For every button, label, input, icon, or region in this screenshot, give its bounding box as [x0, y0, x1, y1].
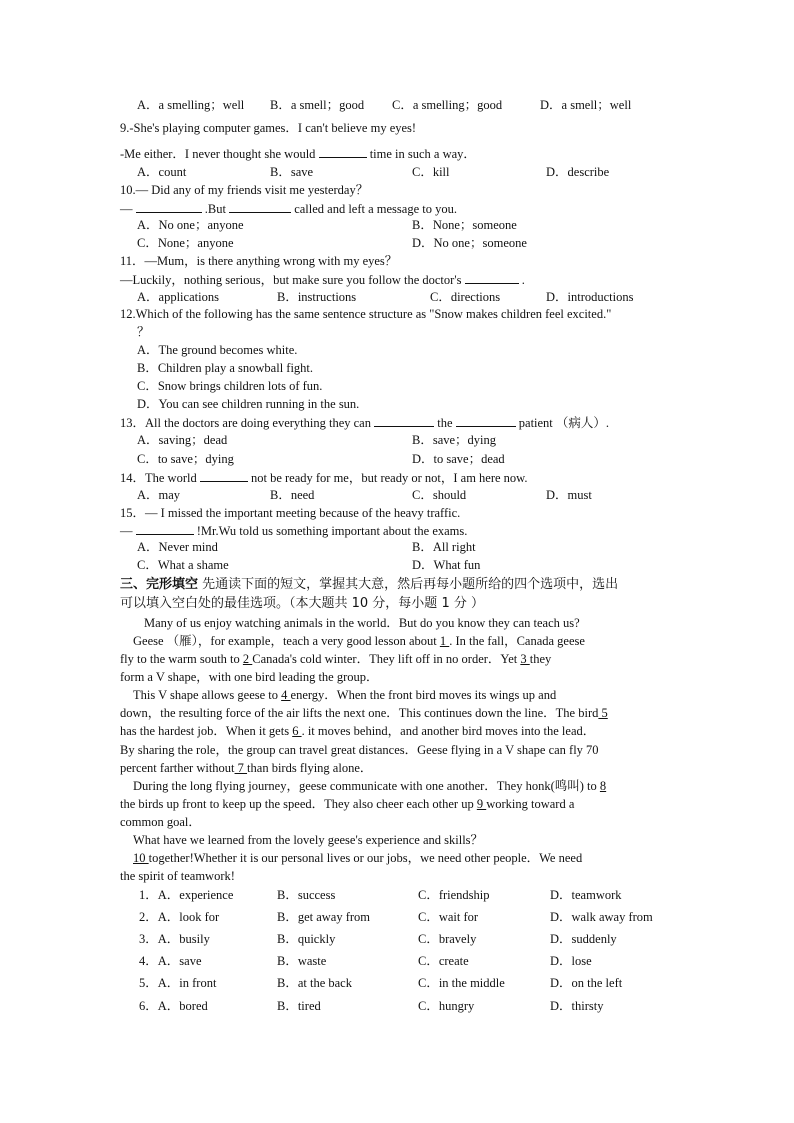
cloze-3-option-a: 3．A．busily — [139, 932, 210, 946]
q9-question: 9.-She's playing computer games．I can't believe my eyes! — [120, 121, 417, 135]
q13-option-d: D．to save；dead — [412, 452, 505, 466]
q15-option-b: B．All right — [412, 540, 476, 554]
q14-blank — [200, 469, 248, 482]
q15-option-c: C．What a shame — [137, 558, 229, 572]
cloze-2-option-c: C．wait for — [418, 910, 479, 924]
cloze-blank-2: 2 — [242, 652, 253, 666]
q15-blank — [136, 522, 194, 535]
cloze-6-option-d: D．thirsty — [550, 999, 604, 1013]
cloze-5-option-d: D．on the left — [550, 976, 623, 990]
q10-text-b: .But — [204, 202, 226, 216]
cloze-blank-6: 6 — [292, 724, 302, 738]
q11-option-b: B．instructions — [277, 290, 357, 304]
q13-option-b: B．save；dying — [412, 433, 497, 447]
cloze-1-option-d: D．teamwork — [550, 888, 622, 902]
q14-question — [120, 469, 528, 486]
passage-line: What have we learned from the lovely geese's experience and skills？ — [133, 833, 484, 847]
cloze-3-option-c: C．bravely — [418, 932, 477, 946]
q13-blank-1 — [374, 414, 434, 427]
q14-option-c: C．should — [412, 488, 467, 502]
cloze-5-option-b: B．at the back — [277, 976, 352, 990]
passage-line: Many of us enjoy watching animals in the world．But do you know they can teach us? — [144, 616, 580, 630]
passage-line: percent farther without 7 than birds flying alone． — [120, 761, 373, 775]
cloze-2-option-a: 2．A．look for — [139, 910, 220, 924]
cloze-4-option-c: C．create — [418, 954, 469, 968]
q13-text-a: 13．All the doctors are doing everything they can — [120, 416, 371, 430]
q11-option-a: A．applications — [137, 290, 219, 304]
cloze-blank-5: 5 — [598, 706, 608, 720]
q14-text-b: not be ready for me，but ready or not，I am here now. — [250, 471, 528, 485]
q12-option-a: A．The ground becomes white. — [137, 343, 298, 357]
passage-line: Geese （雁），for example，teach a very good lesson about 1 . In the fall，Canada geese — [133, 634, 585, 648]
q10-text-a: — — [120, 202, 133, 216]
q14-option-d: D．must — [546, 488, 592, 502]
q8-option-d: D．a smell；well — [540, 98, 632, 112]
q11-text-a: —Luckily，nothing serious，but make sure you follow the doctor's — [120, 273, 462, 287]
q11-response — [120, 271, 525, 288]
q11-option-d: D．introductions — [546, 290, 634, 304]
q10-text-c: called and left a message to you. — [294, 202, 457, 216]
cloze-2-option-b: B．get away from — [277, 910, 371, 924]
cloze-1-option-c: C．friendship — [418, 888, 490, 902]
q15-text-a: — — [120, 524, 133, 538]
passage-line: common goal． — [120, 815, 201, 829]
cloze-2-option-d: D．walk away from — [550, 910, 653, 924]
q9-text-b: time in such a way． — [369, 147, 476, 161]
passage-line: By sharing the role，the group can travel great distances．Geese flying in a V shape can fly 70 — [120, 743, 599, 757]
q14-option-b: B．need — [270, 488, 315, 502]
passage-line: 10 together!Whether it is our personal lives or our jobs，we need other people．We need — [133, 851, 583, 865]
q13-question — [120, 414, 609, 431]
cloze-blank-7: 7 — [234, 761, 248, 775]
cloze-blank-4: 4 — [281, 688, 291, 702]
cloze-3-option-b: B．quickly — [277, 932, 336, 946]
q8-option-b: B．a smell；good — [270, 98, 365, 112]
q9-option-a: A．count — [137, 165, 187, 179]
q9-text-a: -Me either．I never thought she would — [120, 147, 316, 161]
q15-option-d: D．What fun — [412, 558, 481, 572]
passage-line: During the long flying journey，geese communicate with one another．They honk(鸣叫) to 8 — [133, 779, 607, 793]
q12-question-mark: ？ — [137, 325, 150, 339]
q12-question: 12.Which of the following has the same sentence structure as "Snow makes children feel excited." — [120, 307, 612, 321]
q15-question: 15．— I missed the important meeting because of the heavy traffic. — [120, 506, 461, 520]
q15-option-a: A．Never mind — [137, 540, 218, 554]
q9-response — [120, 145, 476, 162]
q10-option-b: B．None；someone — [412, 218, 517, 232]
cloze-blank-10: 10 — [133, 851, 149, 865]
cloze-blank-3: 3 — [520, 652, 530, 666]
q15-response — [120, 522, 467, 539]
section-3-instructions: 先通读下面的短文，掌握其大意，然后再每小题所给的四个选项中，选出 — [202, 577, 619, 592]
cloze-4-option-b: B．waste — [277, 954, 327, 968]
q10-blank-2 — [229, 200, 291, 213]
q9-option-b: B．save — [270, 165, 314, 179]
q10-option-c: C．None；anyone — [137, 236, 234, 250]
cloze-6-option-c: C．hungry — [418, 999, 475, 1013]
passage-line: the spirit of teamwork! — [120, 869, 235, 883]
q13-text-c: patient （病人）. — [518, 416, 610, 430]
q11-option-c: C．directions — [430, 290, 501, 304]
passage-line: the birds up front to keep up the speed．They also cheer each other up 9 working toward a — [120, 797, 575, 811]
q15-text-b: !Mr.Wu told us something important about the exams. — [196, 524, 468, 538]
q9-option-c: C．kill — [412, 165, 450, 179]
passage-line: has the hardest job．When it gets 6 . it moves behind，and another bird moves into the lead． — [120, 724, 596, 738]
q13-option-c: C．to save；dying — [137, 452, 234, 466]
cloze-4-option-a: 4．A．save — [139, 954, 202, 968]
q8-option-c: C．a smelling；good — [392, 98, 503, 112]
cloze-6-option-b: B．tired — [277, 999, 321, 1013]
q10-blank-1 — [136, 200, 202, 213]
cloze-4-option-d: D．lose — [550, 954, 592, 968]
q14-option-a: A．may — [137, 488, 181, 502]
q13-option-a: A．saving；dead — [137, 433, 228, 447]
passage-line: form a V shape，with one bird leading the group． — [120, 670, 379, 684]
q13-blank-2 — [456, 414, 516, 427]
cloze-1-option-a: 1．A．experience — [139, 888, 234, 902]
q12-option-c: C．Snow brings children lots of fun. — [137, 379, 323, 393]
cloze-5-option-a: 5．A．in front — [139, 976, 217, 990]
q13-text-b: the — [437, 416, 453, 430]
q10-response — [120, 200, 457, 217]
q12-option-b: B．Children play a snowball fight. — [137, 361, 314, 375]
q8-option-a: A．a smelling；well — [137, 98, 245, 112]
passage-line: down，the resulting force of the air lifts the next one．This continues down the line．The bird 5 — [120, 706, 608, 720]
cloze-blank-9: 9 — [476, 797, 487, 811]
q9-blank — [319, 145, 367, 158]
cloze-3-option-d: D．suddenly — [550, 932, 617, 946]
passage-line: This V shape allows geese to 4 energy．When the front bird moves its wings up and — [133, 688, 557, 702]
section-3-heading — [120, 577, 618, 593]
q10-option-d: D．No one；someone — [412, 236, 527, 250]
cloze-blank-8: 8 — [599, 779, 607, 793]
q9-option-d: D．describe — [546, 165, 610, 179]
section-3-title: 三、完形填空 — [120, 577, 199, 592]
q14-text-a: 14．The world — [120, 471, 197, 485]
cloze-blank-1: 1 — [439, 634, 450, 648]
q11-text-b: . — [521, 273, 525, 287]
q10-question: 10.— Did any of my friends visit me yesterday？ — [120, 183, 369, 197]
cloze-5-option-c: C．in the middle — [418, 976, 505, 990]
passage-line: fly to the warm south to 2 Canada's cold winter．They lift off in no order．Yet 3 they — [120, 652, 552, 666]
section-3-instructions-line2: 可以填入空白处的最佳选项。（本大题共 10 分，每小题 1 分 ） — [120, 596, 484, 611]
q11-question: 11．—Mum，is there anything wrong with my eyes？ — [120, 254, 398, 268]
cloze-6-option-a: 6．A．bored — [139, 999, 208, 1013]
q10-option-a: A．No one；anyone — [137, 218, 244, 232]
q11-blank — [465, 271, 519, 284]
cloze-1-option-b: B．success — [277, 888, 336, 902]
q12-option-d: D．You can see children running in the sun. — [137, 397, 360, 411]
